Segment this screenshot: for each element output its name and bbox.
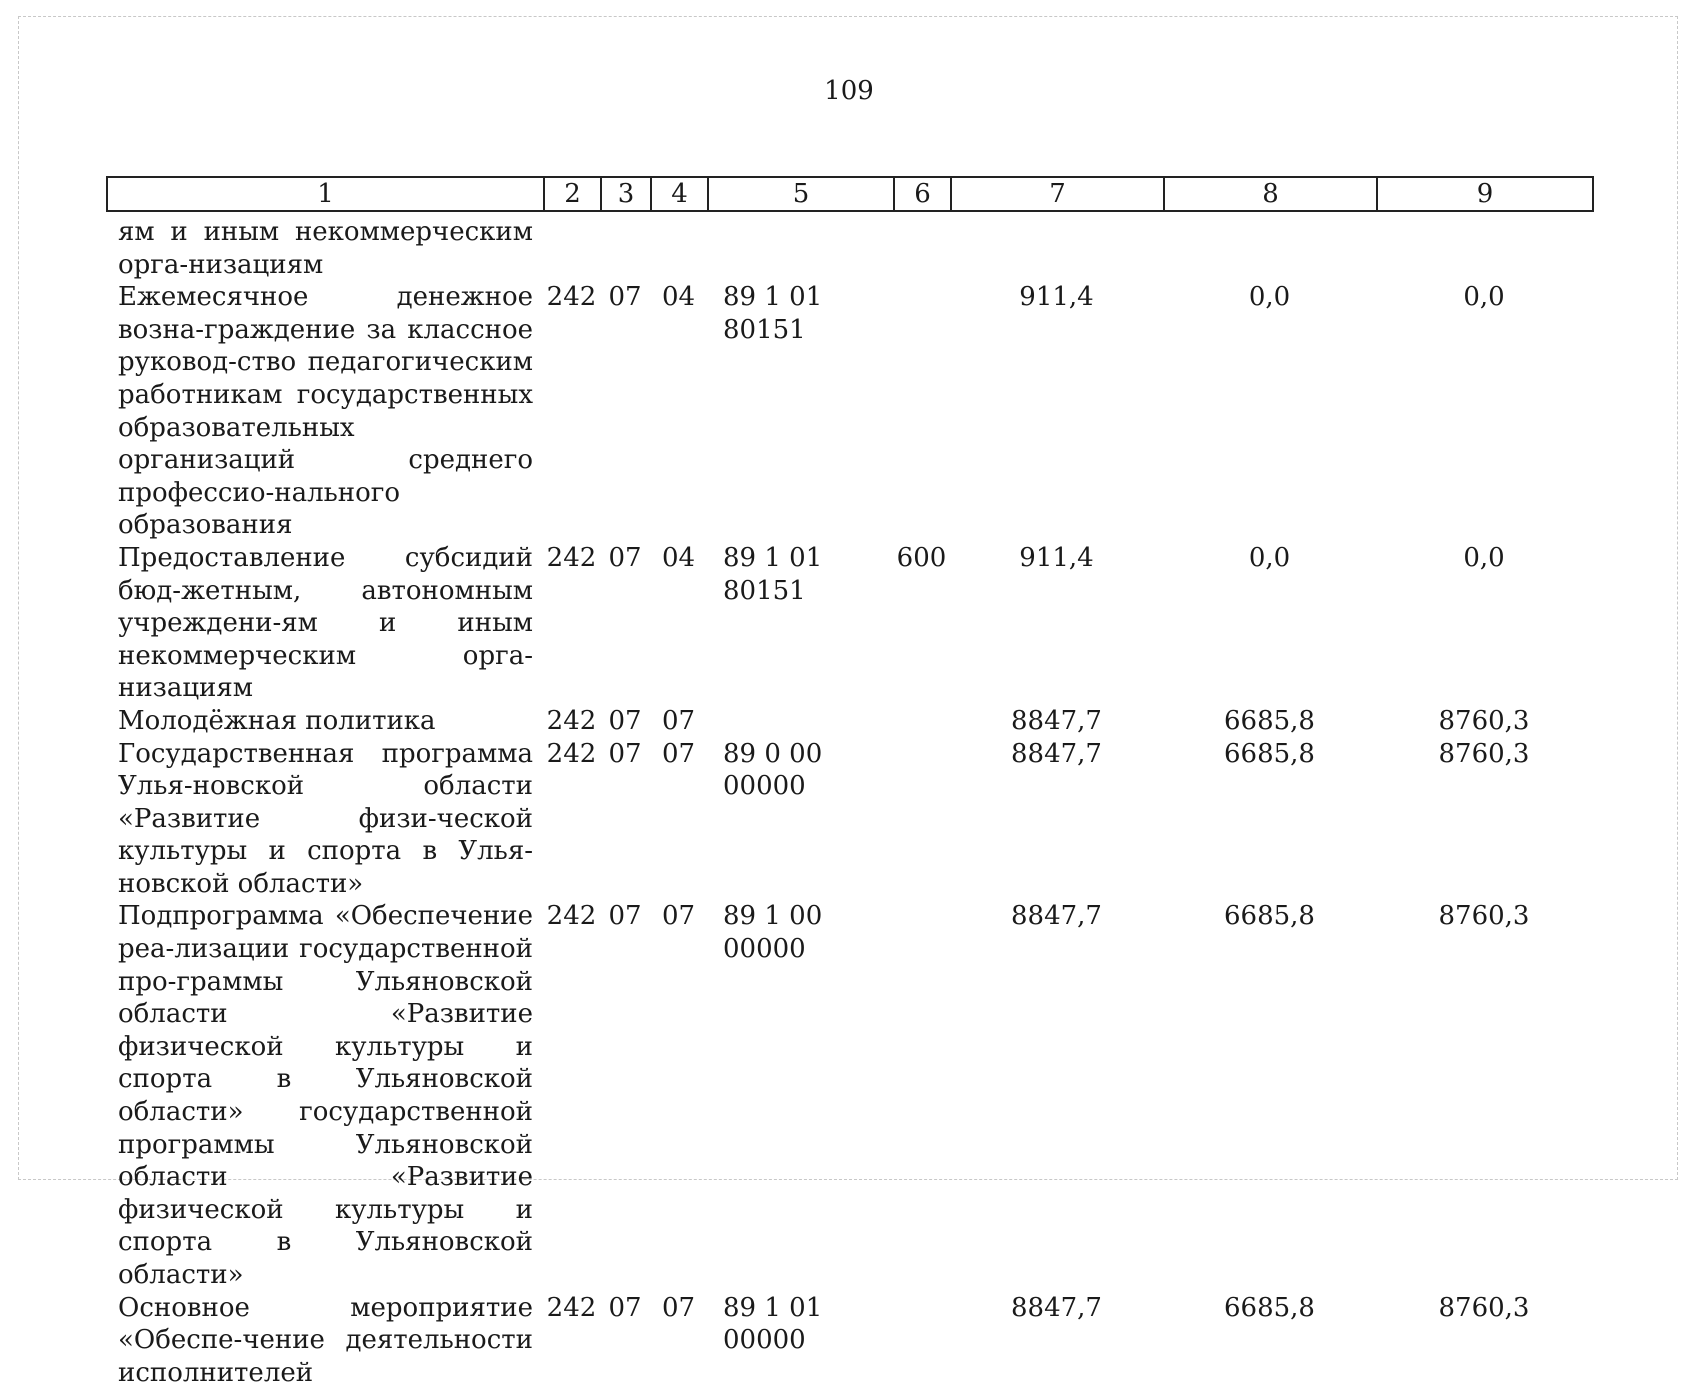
target-code-cell: 89 0 00 00000 — [723, 738, 823, 802]
header-cell: 1 — [107, 177, 544, 211]
chapter-code-cell: 07 — [608, 1292, 642, 1323]
section-code-cell: 242 — [546, 738, 597, 769]
item-name-cell: Предоставление субсидий бюд-жетным, автономным учреждени-ям и иным некоммерческим орга-низациям — [118, 542, 533, 704]
value-year1-cell: 8847,7 — [1011, 1292, 1102, 1323]
expense-type-cell — [893, 738, 950, 901]
header-cell: 3 — [601, 177, 651, 211]
table-row — [106, 738, 1592, 901]
value-year2-cell: 0,0 — [1248, 542, 1291, 573]
header-cell: 8 — [1164, 177, 1377, 211]
subchapter-code-cell: 07 — [661, 705, 696, 736]
header-cell: 2 — [544, 177, 601, 211]
value-year3-cell — [1376, 216, 1592, 281]
subchapter-code-cell: 07 — [661, 1292, 696, 1323]
expense-type-cell — [893, 1292, 950, 1389]
value-year2-cell: 6685,8 — [1224, 901, 1315, 932]
item-name-cell: Ежемесячное денежное возна-граждение за классное руковод-ство педагогическим работникам государственных образовательных организаций среднего профессио-нального образования — [118, 282, 533, 541]
item-name-cell: Подпрограмма «Обеспечение реа-лизации государственной про-граммы Ульяновской области «Развитие физической культуры и спорта в Ульяновской области» государственной программы Ульяновской области «Развитие физической культуры и спорта в Ульяновской области» — [118, 901, 533, 1290]
value-year1-cell — [950, 216, 1163, 281]
header-cell: 5 — [708, 177, 894, 211]
section-code-cell: 242 — [546, 705, 597, 736]
value-year2-cell: 6685,8 — [1224, 705, 1315, 736]
expense-type-cell — [893, 281, 950, 542]
header-cell: 7 — [951, 177, 1164, 211]
section-code-cell: 242 — [546, 1292, 597, 1323]
value-year2-cell: 6685,8 — [1224, 738, 1315, 769]
target-code-cell: 89 1 01 80151 — [723, 282, 823, 345]
table-row — [106, 542, 1592, 705]
value-year3-cell: 8760,3 — [1438, 705, 1530, 736]
chapter-code-cell: 07 — [608, 542, 642, 573]
value-year3-cell: 0,0 — [1463, 542, 1505, 573]
target-code-cell: 89 1 01 00000 — [723, 1292, 823, 1356]
subchapter-code-cell: 04 — [661, 542, 696, 573]
value-year2-cell: 0,0 — [1248, 282, 1291, 313]
expense-type-cell — [893, 705, 950, 738]
target-code-cell: 89 1 00 00000 — [723, 901, 823, 965]
expense-type-cell — [893, 900, 950, 1291]
section-code-cell: 242 — [546, 901, 597, 932]
expense-type-cell — [893, 216, 950, 281]
expense-type-cell: 600 — [896, 542, 947, 573]
table-row — [106, 216, 1592, 281]
subchapter-code-cell — [650, 216, 707, 281]
chapter-code-cell: 07 — [608, 901, 642, 932]
value-year1-cell: 911,4 — [1019, 542, 1094, 573]
value-year1-cell: 8847,7 — [1011, 705, 1102, 736]
page-number: 109 — [824, 76, 874, 106]
section-code-cell: 242 — [546, 282, 597, 313]
value-year1-cell: 8847,7 — [1011, 738, 1102, 769]
table-row — [106, 281, 1592, 542]
header-cell: 9 — [1377, 177, 1593, 211]
subchapter-code-cell: 07 — [661, 901, 696, 932]
value-year3-cell: 8760,3 — [1438, 738, 1530, 769]
chapter-code-cell: 07 — [608, 282, 642, 313]
target-code-cell: 89 1 01 80151 — [723, 542, 823, 606]
value-year3-cell: 8760,3 — [1438, 901, 1530, 932]
table-row — [106, 900, 1592, 1291]
header-row — [107, 177, 1593, 211]
item-name-cell: Основное мероприятие «Обеспе-чение деятельности исполнителей — [118, 1292, 533, 1388]
value-year2-cell — [1163, 216, 1376, 281]
chapter-code-cell: 07 — [608, 738, 642, 769]
value-year3-cell: 0,0 — [1463, 282, 1505, 313]
target-code-cell — [707, 705, 893, 738]
value-year1-cell: 8847,7 — [1011, 901, 1102, 932]
subchapter-code-cell: 04 — [661, 282, 696, 313]
table-row — [106, 705, 1592, 738]
item-name-cell: Государственная программа Улья-новской области «Развитие физи-ческой культуры и спорта в Улья-новской области» — [118, 738, 533, 899]
column-header-table — [106, 176, 1594, 212]
header-cell: 4 — [651, 177, 708, 211]
chapter-code-cell — [600, 216, 650, 281]
value-year3-cell: 8760,3 — [1438, 1292, 1530, 1323]
budget-table — [106, 216, 1592, 1389]
value-year1-cell: 911,4 — [1019, 282, 1094, 313]
table-row — [106, 1292, 1592, 1389]
section-code-cell — [543, 216, 600, 281]
item-name-cell: Молодёжная политика — [118, 705, 436, 736]
subchapter-code-cell: 07 — [661, 738, 696, 769]
item-name-cell: ям и иным некоммерческим орга-низациям — [118, 217, 533, 280]
section-code-cell: 242 — [546, 542, 597, 573]
target-code-cell — [707, 216, 893, 281]
chapter-code-cell: 07 — [608, 705, 642, 736]
header-cell: 6 — [894, 177, 951, 211]
value-year2-cell: 6685,8 — [1224, 1292, 1315, 1323]
